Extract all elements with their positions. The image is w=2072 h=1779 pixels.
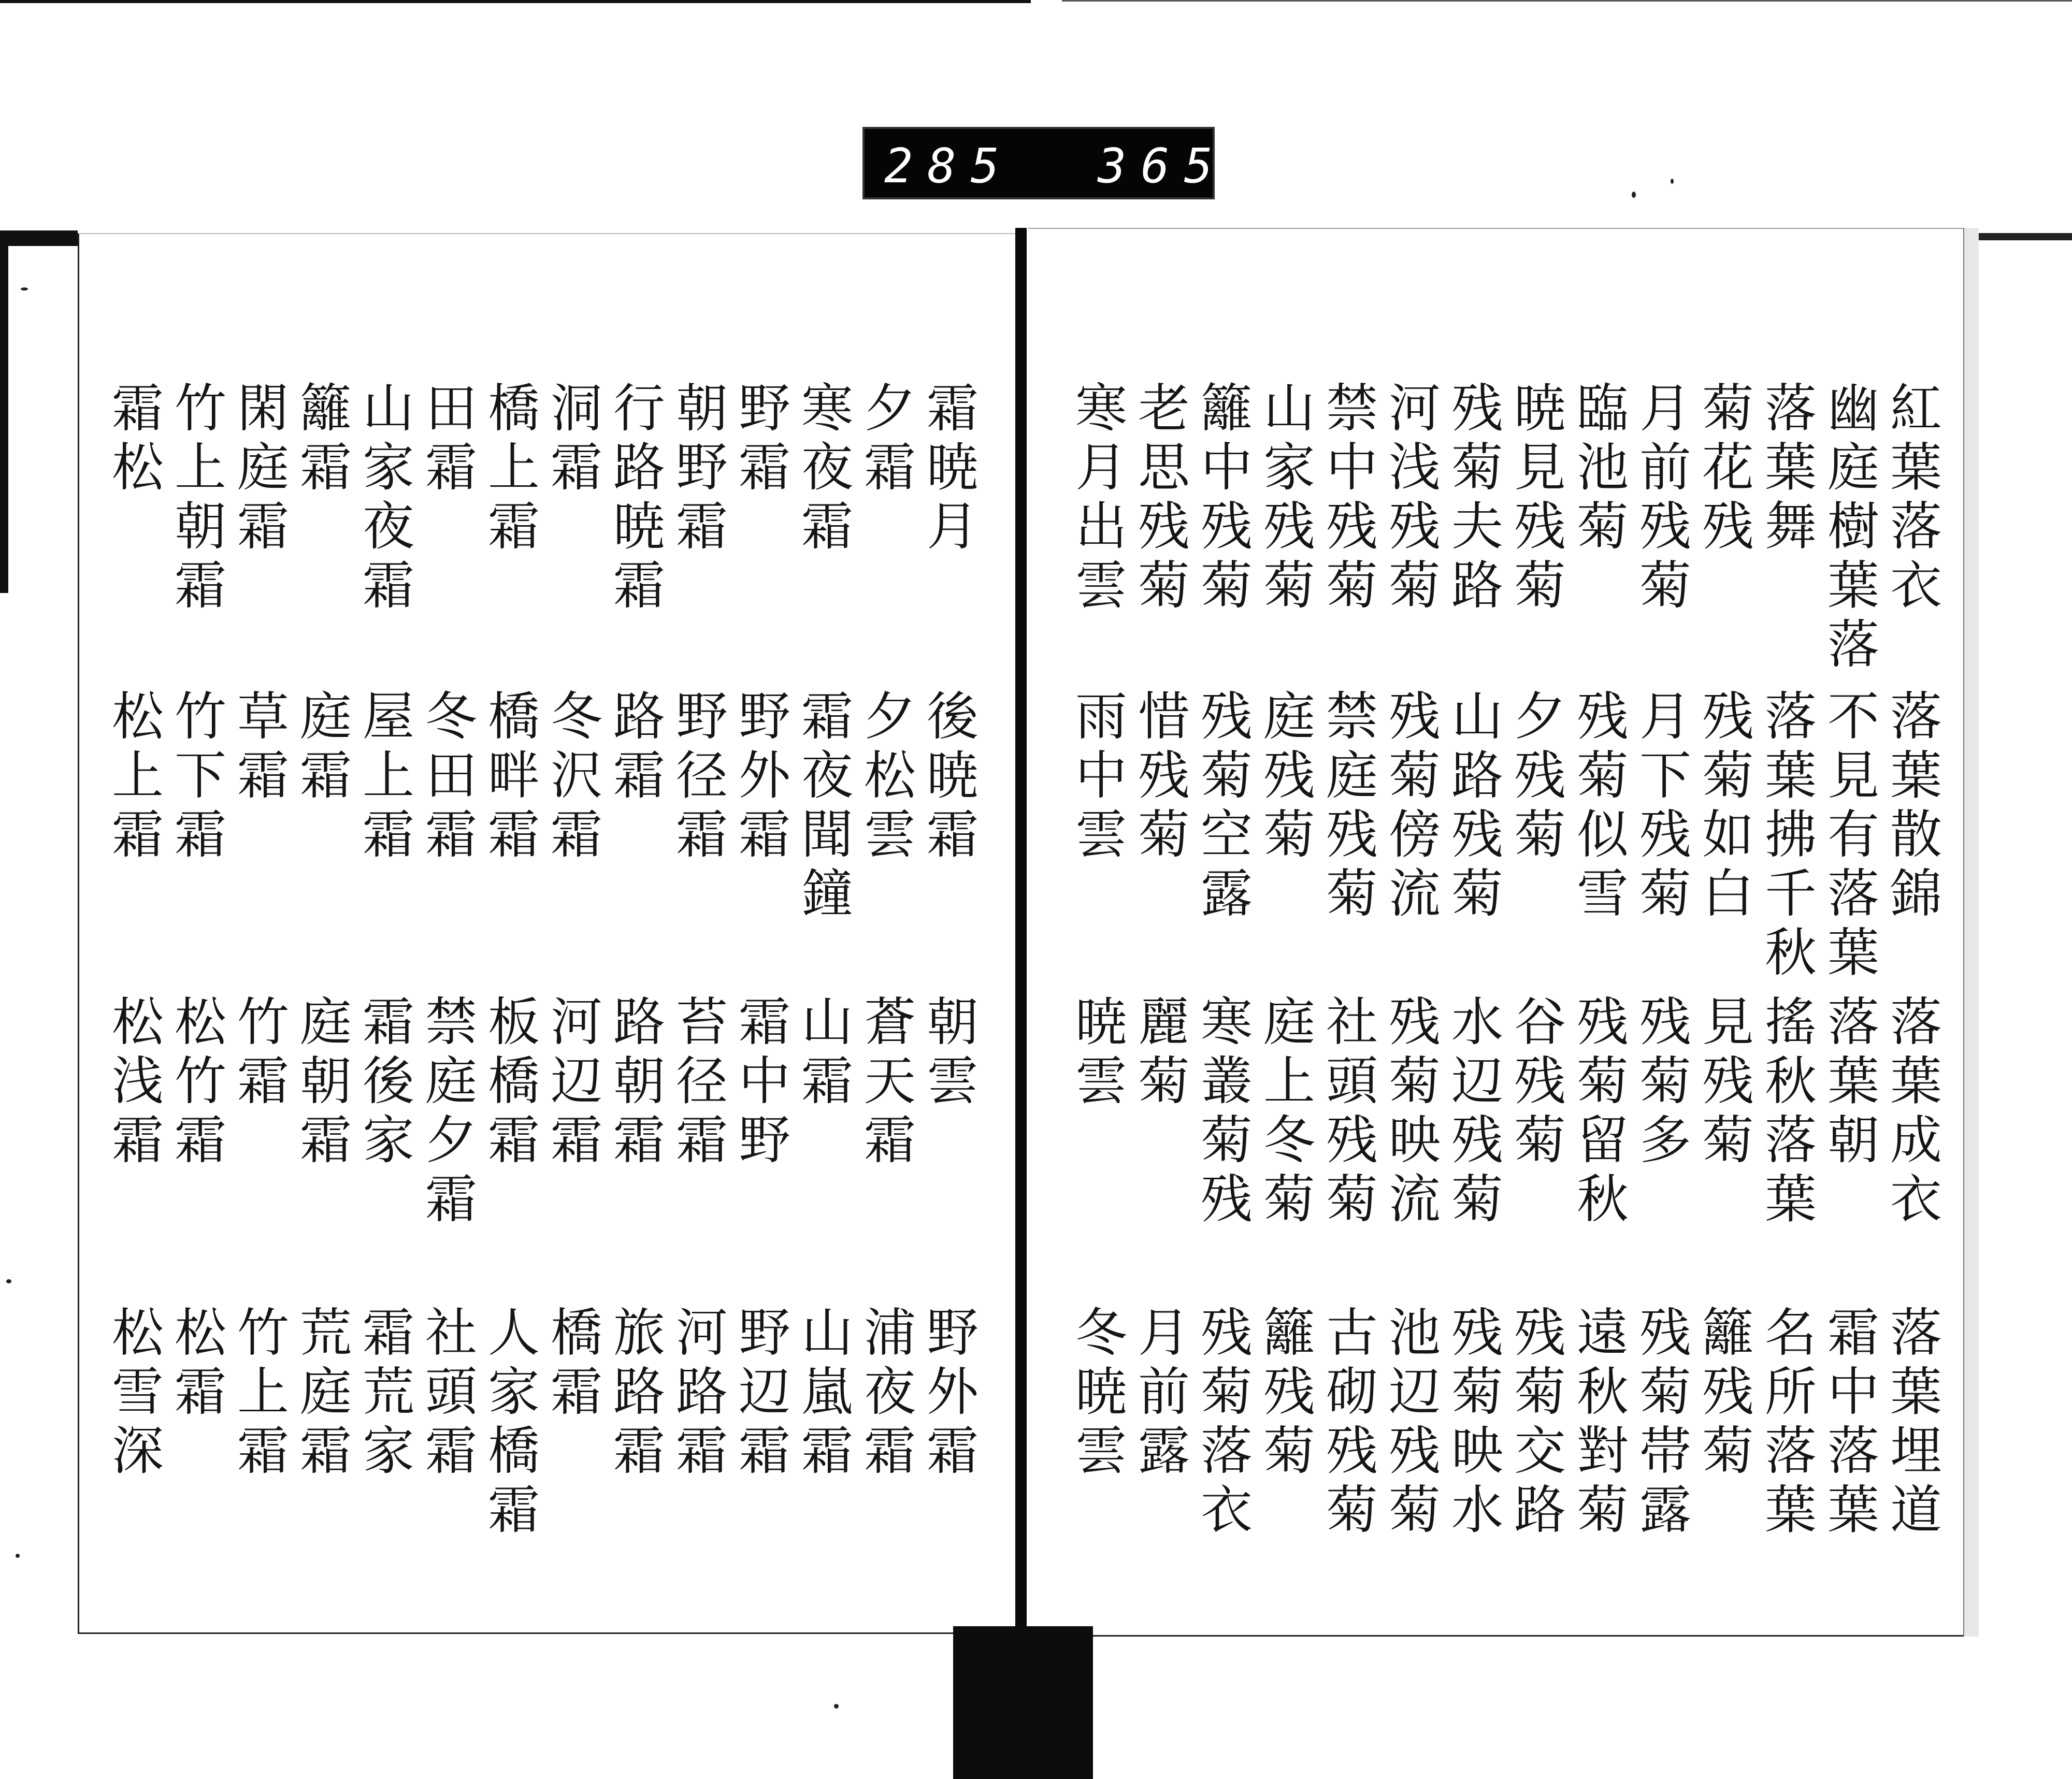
entry-text: 残菊帯露 (1631, 1305, 1691, 1541)
entry-text: 竹霜 (228, 994, 289, 1112)
entry-text: 夕松雲 (855, 689, 916, 866)
entry-text: 落葉舞 (1756, 381, 1817, 558)
entry-text: 野霜 (730, 381, 790, 499)
entry-text: 落葉埋道 (1881, 1305, 1942, 1541)
entry-text: 社頭霜 (416, 1305, 477, 1482)
entry-text: 月前露 (1129, 1305, 1190, 1482)
entry-text: 山霜 (793, 994, 853, 1112)
entry-text: 路朝霜 (605, 994, 665, 1171)
entry-text: 残菊空露 (1192, 689, 1253, 925)
entry-text: 冬暁雲 (1067, 1305, 1127, 1482)
entry-text: 夕残菊 (1505, 689, 1566, 866)
entry-text: 人家橋霜 (479, 1305, 540, 1541)
entry-text: 幽庭樹葉落 (1819, 381, 1879, 676)
entry-text: 野外霜 (730, 689, 790, 866)
entry-text: 路霜 (605, 689, 665, 807)
entry-text: 菊花残 (1693, 381, 1754, 558)
scan-edge-bar-right (1979, 233, 2072, 240)
entry-text: 禁庭残菊 (1317, 689, 1378, 925)
entry-text: 残菊夫路 (1443, 381, 1503, 617)
entry-text: 旅路霜 (605, 1305, 665, 1482)
entry-text: 残菊映流 (1380, 994, 1441, 1231)
scan-speck (1632, 192, 1636, 198)
entry-text: 竹下霜 (166, 689, 226, 866)
entry-text: 山路残菊 (1443, 689, 1503, 925)
entry-text: 古砌残菊 (1317, 1305, 1378, 1541)
entry-text: 河辺霜 (542, 994, 602, 1171)
scan-frame-top-right (1062, 0, 2072, 2)
entry-text: 河浅残菊 (1380, 381, 1441, 617)
entry-text: 橋畔霜 (479, 689, 540, 866)
entry-text: 名所落葉 (1756, 1305, 1817, 1541)
entry-text: 屋上霜 (354, 689, 414, 866)
entry-text: 霜中落葉 (1819, 1305, 1879, 1541)
scan-edge-strip (0, 230, 8, 593)
entry-text: 残菊交路 (1505, 1305, 1566, 1541)
frame-number-right: 365. (1098, 138, 1271, 194)
entry-text: 洞霜 (542, 381, 602, 499)
scan-speck (6, 1279, 11, 1283)
entry-text: 残菊映水 (1443, 1305, 1503, 1541)
entry-text: 松雪深 (103, 1305, 164, 1482)
entry-text: 霜松 (103, 381, 164, 499)
entry-text: 庭朝霜 (291, 994, 352, 1171)
entry-text: 板橋霜 (479, 994, 540, 1171)
entry-text: 月前残菊 (1631, 381, 1691, 617)
entry-text: 松竹霜 (166, 994, 226, 1171)
entry-text: 雨中雲 (1067, 689, 1127, 866)
entry-text: 竹上霜 (228, 1305, 289, 1482)
entry-text: 暁見残菊 (1505, 381, 1566, 617)
entry-text: 冬田霜 (416, 689, 477, 866)
scan-speck (834, 1704, 839, 1709)
scan-frame-top-left (0, 0, 1031, 3)
entry-text: 残菊似雪 (1568, 689, 1629, 925)
entry-text: 落葉拂千秋 (1756, 689, 1817, 984)
entry-text: 籬霜 (291, 381, 352, 499)
entry-text: 霜夜聞鐘 (793, 689, 853, 925)
entry-text: 庭上冬菊 (1255, 994, 1315, 1231)
entry-text: 禁庭夕霜 (416, 994, 477, 1231)
entry-text: 籬中残菊 (1192, 381, 1253, 617)
frame-number-label (862, 127, 1271, 199)
entry-text: 河路霜 (667, 1305, 728, 1482)
entry-text: 惜残菊 (1129, 689, 1190, 866)
entry-text: 後暁霜 (918, 689, 979, 866)
entry-text: 閑庭霜 (228, 381, 289, 558)
entry-text: 荒庭霜 (291, 1305, 352, 1482)
entry-text: 山家夜霜 (354, 381, 414, 617)
entry-text: 霜中野 (730, 994, 790, 1171)
binding-shadow (953, 1626, 1093, 1779)
entry-text: 月下残菊 (1631, 689, 1691, 925)
right-page-edge (1963, 228, 1979, 1637)
entry-text: 不見有落葉 (1819, 689, 1879, 984)
entry-text: 暁雲 (1067, 994, 1127, 1112)
entry-text: 庭霜 (291, 689, 352, 807)
entry-text: 行路暁霜 (605, 381, 665, 617)
frame-number-left: 285 (884, 138, 1014, 194)
entry-text: 籬残菊 (1255, 1305, 1315, 1482)
entry-text: 霜後家 (354, 994, 414, 1171)
entry-text: 朝雲 (918, 994, 979, 1112)
entry-text: 田霜 (416, 381, 477, 499)
entry-text: 寒夜霜 (793, 381, 853, 558)
entry-text: 霜荒家 (354, 1305, 414, 1482)
scan-speck (21, 287, 28, 291)
entry-text: 浦夜霜 (855, 1305, 916, 1482)
scan-speck (1671, 179, 1674, 184)
entry-text: 落葉朝 (1819, 994, 1879, 1171)
entry-text: 老思残菊 (1129, 381, 1190, 617)
entry-text: 寒叢菊残 (1192, 994, 1253, 1231)
entry-text: 朝野霜 (667, 381, 728, 558)
entry-text: 山嵐霜 (793, 1305, 853, 1482)
entry-text: 松霜 (166, 1305, 226, 1423)
entry-text: 残菊落衣 (1192, 1305, 1253, 1541)
entry-text: 寒月出雲 (1067, 381, 1127, 617)
entry-text: 松浅霜 (103, 994, 164, 1171)
entry-text: 搖秋落葉 (1756, 994, 1817, 1231)
entry-text: 池辺残菊 (1380, 1305, 1441, 1541)
entry-text: 橋上霜 (479, 381, 540, 558)
entry-text: 落葉成衣 (1881, 994, 1942, 1231)
entry-text: 夕霜 (855, 381, 916, 499)
entry-text: 社頭残菊 (1317, 994, 1378, 1231)
entry-text: 紅葉落衣 (1881, 381, 1942, 617)
scan-edge-bar (0, 230, 78, 246)
entry-text: 残菊留秋 (1568, 994, 1629, 1231)
entry-text: 冬沢霜 (542, 689, 602, 866)
entry-text: 残菊多 (1631, 994, 1691, 1171)
entry-text: 野径霜 (667, 689, 728, 866)
entry-text: 霜暁月 (918, 381, 979, 558)
book-gutter (1015, 228, 1027, 1642)
entry-text: 水辺残菊 (1443, 994, 1503, 1231)
entry-text: 山家残菊 (1255, 381, 1315, 617)
entry-text: 松上霜 (103, 689, 164, 866)
entry-text: 庭残菊 (1255, 689, 1315, 866)
entry-text: 野外霜 (918, 1305, 979, 1482)
entry-text: 苔径霜 (667, 994, 728, 1171)
entry-text: 谷残菊 (1505, 994, 1566, 1171)
entry-text: 野辺霜 (730, 1305, 790, 1482)
entry-text: 橋霜 (542, 1305, 602, 1423)
entry-text: 麗菊 (1129, 994, 1190, 1112)
entry-text: 籬残菊 (1693, 1305, 1754, 1482)
entry-text: 蒼天霜 (855, 994, 916, 1171)
entry-text: 禁中残菊 (1317, 381, 1378, 617)
entry-text: 草霜 (228, 689, 289, 807)
entry-text: 落葉散錦 (1881, 689, 1942, 925)
entry-text: 見残菊 (1693, 994, 1754, 1171)
entry-text: 残菊如白 (1693, 689, 1754, 925)
entry-text: 遠秋對菊 (1568, 1305, 1629, 1541)
entry-text: 臨池菊 (1568, 381, 1629, 558)
entry-text: 残菊傍流 (1380, 689, 1441, 925)
entry-text: 竹上朝霜 (166, 381, 226, 617)
scan-speck (16, 1554, 20, 1558)
